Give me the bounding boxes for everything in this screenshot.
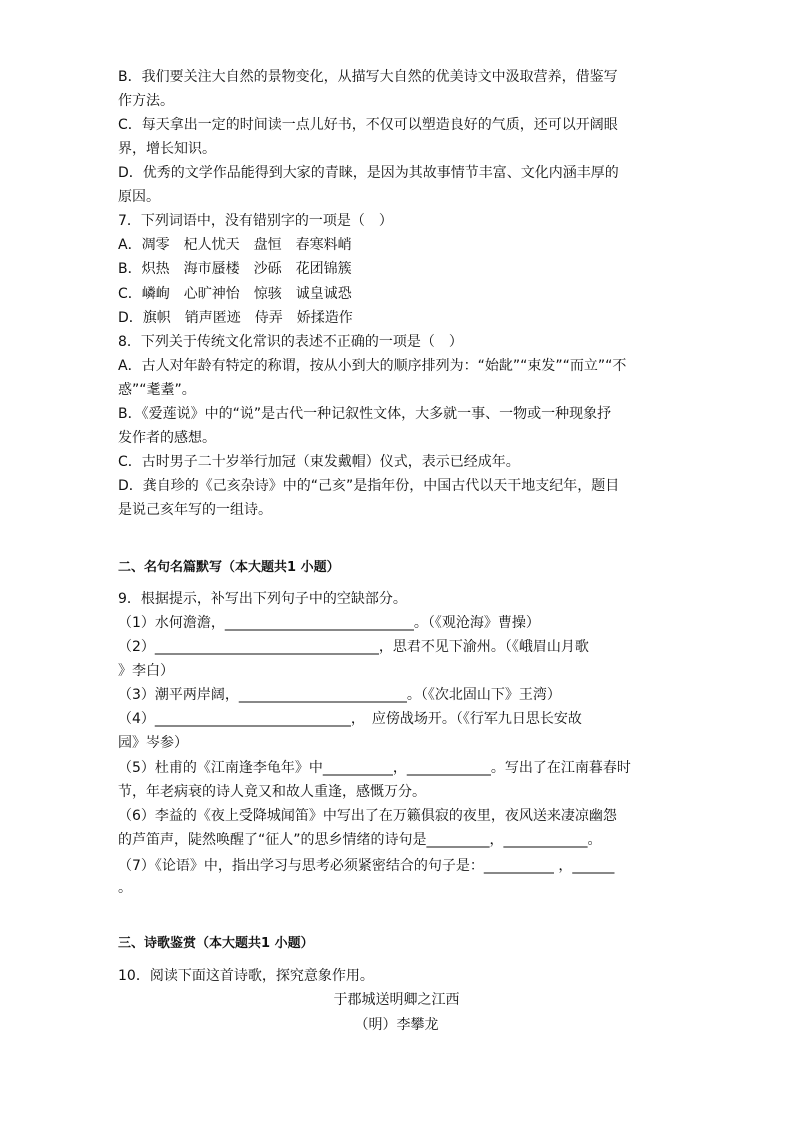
q8-option-d-line-1: D．龚自珍的《己亥杂诗》中的“己亥”是指年份，中国古代以天干地支纪年，题目 [118,478,620,494]
q7-option-d: D．旗帜 销声匿迹 侍弄 娇揉造作 [118,310,353,326]
q9-item-7-line-1: （7）《论语》中，指出学习与思考必须紧密结合的句子是：__________ ，______ [118,858,615,874]
q7-option-b: B．炽热 海市蜃楼 沙砾 花团锦簇 [118,261,352,277]
q7-option-a: A．凋零 杞人忧天 盘恒 春寒料峭 [118,237,352,253]
q9-item-2-line-2: 》李白） [118,663,174,679]
option-d-line-2: 原因。 [118,189,160,205]
q9-item-3: （3）潮平两岸阔，________________________。（《次北固山下》王湾） [118,687,561,703]
q9-item-7-line-2: 。 [118,880,132,896]
q8-option-a-line-2: 惑”“耄耋”。 [118,382,196,398]
option-b-line-2: 作方法。 [118,93,174,109]
section-3-heading: 三、诗歌鉴赏（本大题共1 小题） [118,936,314,951]
q8-option-b-line-1: B．《爱莲说》中的“说”是古代一种记叙性文体，大多就一事、一物或一种现象抒 [118,406,612,422]
q8-option-b-line-2: 发作者的感想。 [118,430,216,446]
q8-option-d-line-2: 是说己亥年写的一组诗。 [118,502,272,518]
q9-item-2-line-1: （2）________________________________，思君不见下渝州。（《峨眉山月歌 [118,639,589,655]
option-c-line-2: 界，增长知识。 [118,141,216,157]
option-c-line-1: C．每天拿出一定的时间读一点儿好书，不仅可以塑造良好的气质，还可以开阔眼 [118,117,618,133]
question-7: 7．下列词语中，没有错别字的一项是（ ） [118,213,393,229]
q9-item-4-line-2: 园》岑参） [118,735,188,751]
question-10: 10．阅读下面这首诗歌，探究意象作用。 [118,968,374,984]
question-8: 8．下列关于传统文化常识的表述不正确的一项是（ ） [118,334,463,350]
q9-item-5-line-2: 节，年老病衰的诗人竟又和故人重逢，感慨万分。 [118,784,426,800]
q8-option-c: C．古时男子二十岁举行加冠（束发戴帽）仪式，表示已经成年。 [118,454,520,470]
option-d-line-1: D．优秀的文学作品能得到大家的青睐，是因为其故事情节丰富、文化内涵丰厚的 [118,165,619,181]
option-b-line-1: B．我们要关注大自然的景物变化，从描写大自然的优美诗文中汲取营养，借鉴写 [118,69,618,85]
q9-item-5-line-1: （5）杜甫的《江南逢李龟年》中__________，____________。写出了在江南暮春时 [118,760,631,776]
question-9: 9．根据提示，补写出下列句子中的空缺部分。 [118,591,407,607]
q9-item-6-line-2: 的芦笛声，陡然唤醒了“征人”的思乡情绪的诗句是_________，____________。 [118,832,602,848]
q9-item-6-line-1: （6）李益的《夜上受降城闻笛》中写出了在万籁俱寂的夜里，夜风送来凄凉幽怨 [118,808,617,824]
q8-option-a-line-1: A．古人对年龄有特定的称谓，按从小到大的顺序排列为：“始龀”“束发”“而立”“不 [118,358,627,374]
q9-item-4-line-1: （4）____________________________， 应傍战场开。（《行军九日思长安故 [118,711,582,727]
poem-title: 于郡城送明卿之江西 [333,992,460,1008]
q7-option-c: C．嶙峋 心旷神怡 惊骇 诚皇诚恐 [118,286,352,302]
poem-author: （明）李攀龙 [354,1017,439,1033]
section-2-heading: 二、名句名篇默写（本大题共1 小题） [118,560,340,575]
q9-item-1: （1）水何澹澹，___________________________。（《观沧海》曹操） [118,615,540,631]
